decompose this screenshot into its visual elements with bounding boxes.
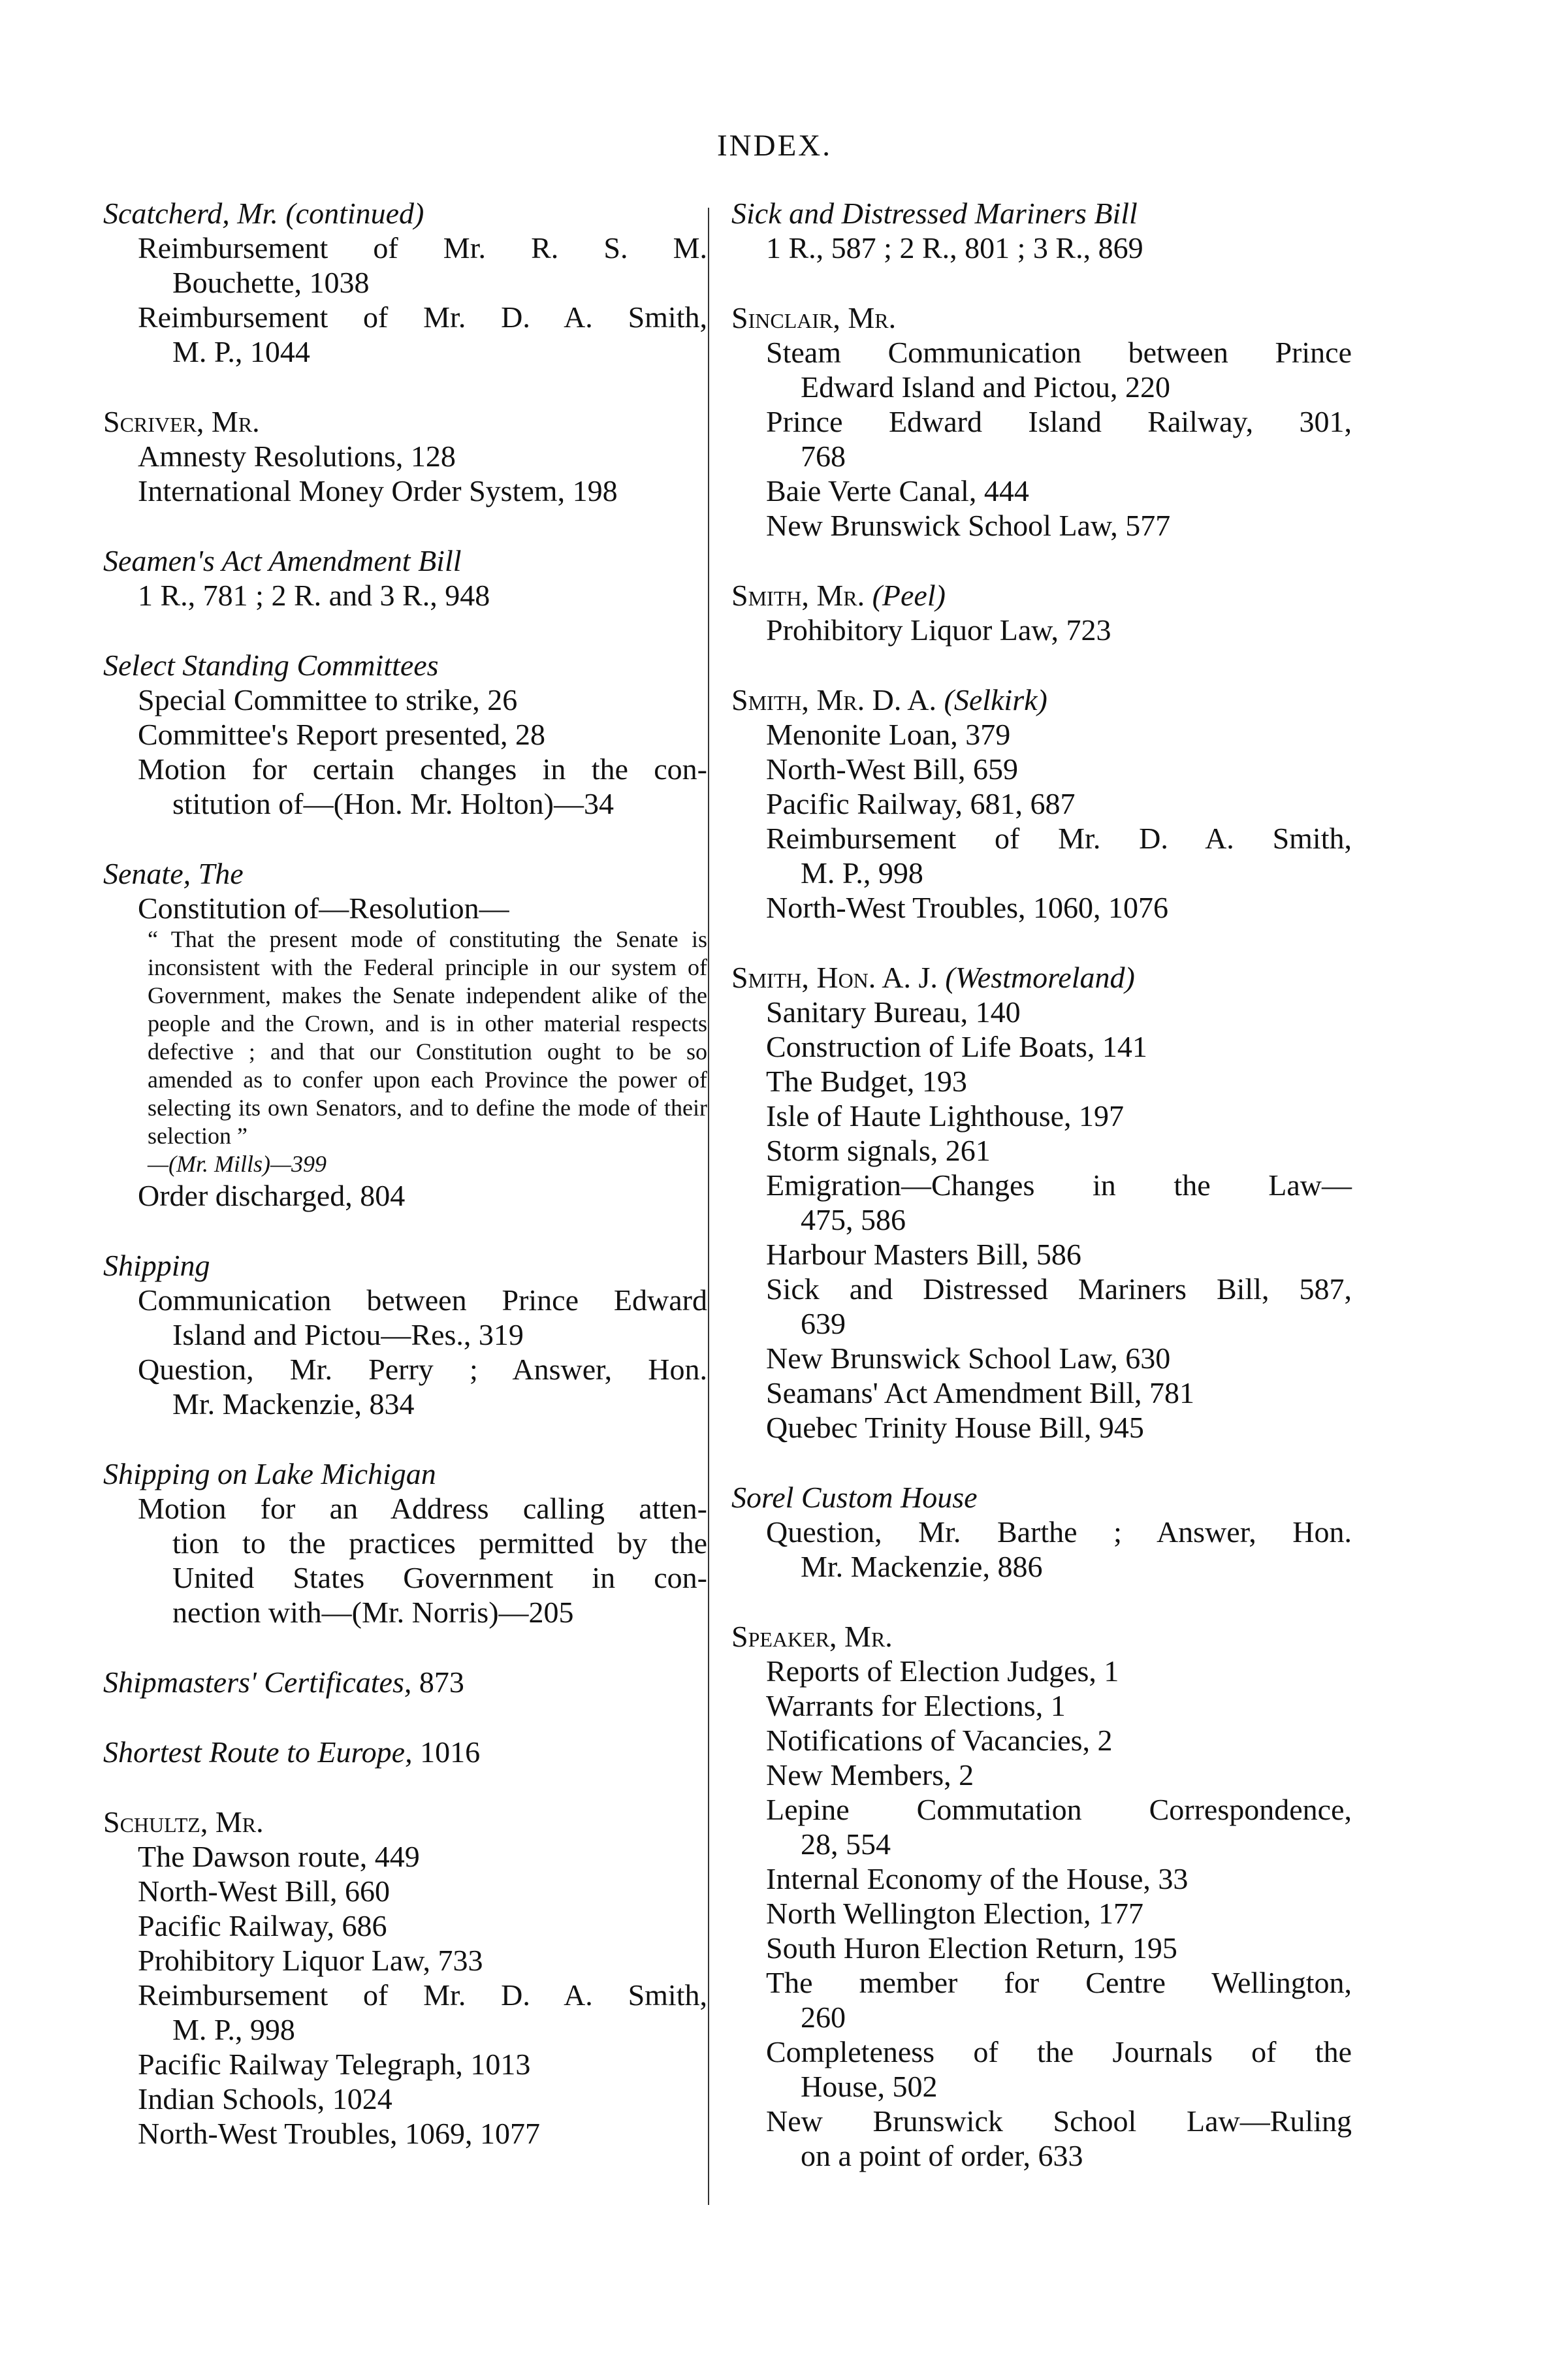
sub-entry: Committee's Report presented, 28 [138, 718, 546, 751]
sub-entry: North-West Bill, 660 [138, 1874, 390, 1908]
sub-entry: Motion for certain changes in the con- stitution of—(Hon. Mr. Holton)—34 [138, 752, 707, 820]
sub-entry: New Members, 2 [766, 1758, 974, 1792]
entry-heading: Scatcherd, Mr. (continued) [103, 197, 424, 230]
sub-entry: New Brunswick School Law, 577 [766, 509, 1171, 542]
entry-heading: Schultz, Mr. [103, 1805, 264, 1839]
sub-entry: Notifications of Vacancies, 2 [766, 1724, 1113, 1757]
sub-entry: Sanitary Bureau, 140 [766, 995, 1021, 1029]
sub-entry: 1 R., 781 ; 2 R. and 3 R., 948 [138, 579, 490, 612]
sub-entry: Question, Mr. Perry ; Answer, Hon. Mr. Mackenzie, 834 [138, 1353, 707, 1421]
sub-entry: Pacific Railway Telegraph, 1013 [138, 2048, 531, 2081]
sub-entry: North-West Bill, 659 [766, 752, 1018, 786]
entry-heading: Senate, The [103, 857, 244, 890]
sub-entry: 1 R., 587 ; 2 R., 801 ; 3 R., 869 [766, 231, 1143, 265]
sub-entry: Special Committee to strike, 26 [138, 683, 518, 716]
sub-entry: The Dawson route, 449 [138, 1840, 420, 1873]
entry-heading: Smith, Mr. D. A. (Selkirk) [731, 683, 1047, 716]
index-entry-scriver [103, 404, 707, 508]
index-entry-select-standing-committees [103, 648, 707, 821]
sub-entry: North-West Troubles, 1060, 1076 [766, 891, 1169, 924]
index-entry-shortest-route [103, 1735, 707, 1769]
entry-heading: Select Standing Committees [103, 649, 439, 682]
index-entry-shipping [103, 1248, 707, 1421]
quote-author: —(Mr. Mills)—399 [148, 1151, 327, 1177]
sub-entry: Isle of Haute Lighthouse, 197 [766, 1099, 1125, 1133]
index-entry-senate [103, 856, 707, 1213]
sub-entry: Pacific Railway, 686 [138, 1909, 387, 1942]
sub-entry: Prohibitory Liquor Law, 733 [138, 1944, 483, 1977]
entry-heading: Shipping [103, 1249, 210, 1282]
sub-entry: Baie Verte Canal, 444 [766, 474, 1029, 507]
sub-entry: Constitution of—Resolution— [138, 892, 509, 925]
sub-entry: Prince Edward Island Railway, 301, 768 [766, 405, 1352, 473]
sub-entry: Internal Economy of the House, 33 [766, 1862, 1189, 1895]
sub-entry: South Huron Election Return, 195 [766, 1931, 1177, 1965]
sub-entry: Sick and Distressed Mariners Bill, 587, 639 [766, 1272, 1352, 1340]
entry-heading: Sinclair, Mr. [731, 301, 897, 334]
sub-entry: Motion for an Address calling atten- tion to the practices permitted by the United States Government in con- nection with—(Mr. Norris)—205 [138, 1492, 707, 1629]
sub-entry: Reimbursement of Mr. R. S. M. Bouchette, 1038 [138, 231, 707, 299]
index-entry-smith-selkirk [731, 683, 1352, 925]
entry-heading: Shipmasters' Certificates, 873 [103, 1665, 464, 1699]
sub-entry: Construction of Life Boats, 141 [766, 1030, 1147, 1063]
sub-entry: Steam Communication between Prince Edward Island and Pictou, 220 [766, 336, 1352, 404]
sub-entry: Menonite Loan, 379 [766, 718, 1011, 751]
sub-entry: Warrants for Elections, 1 [766, 1689, 1066, 1722]
index-entry-speaker [731, 1619, 1352, 2173]
index-entry-shipping-lake-michigan [103, 1456, 707, 1630]
index-entry-scatcherd [103, 196, 707, 369]
sub-entry: Quebec Trinity House Bill, 945 [766, 1411, 1144, 1444]
sub-entry: Seamans' Act Amendment Bill, 781 [766, 1376, 1195, 1409]
sub-entry: Pacific Railway, 681, 687 [766, 787, 1076, 820]
index-entry-seamens-act [103, 543, 707, 613]
entry-heading: Shipping on Lake Michigan [103, 1457, 436, 1490]
entry-heading: Sick and Distressed Mariners Bill [731, 197, 1138, 230]
index-entry-sick-distressed-mariners [731, 196, 1352, 265]
sub-entry: The Budget, 193 [766, 1065, 967, 1098]
sub-entry: Emigration—Changes in the Law— 475, 586 [766, 1168, 1352, 1236]
right-column [731, 196, 1352, 2208]
sub-entry: Reimbursement of Mr. D. A. Smith, M. P., 1044 [138, 300, 707, 368]
sub-entry: Order discharged, 804 [138, 1179, 406, 1212]
index-entry-sorel-custom-house [731, 1480, 1352, 1584]
sub-entry: Indian Schools, 1024 [138, 2082, 392, 2115]
index-entry-schultz [103, 1805, 707, 2151]
entry-heading: Seamen's Act Amendment Bill [103, 544, 462, 577]
entry-heading: Speaker, Mr. [731, 1620, 893, 1653]
index-entry-shipmasters-certificates [103, 1665, 707, 1699]
column-divider [708, 208, 709, 2205]
sub-entry: The member for Centre Wellington, 260 [766, 1966, 1352, 2034]
sub-entry: Lepine Commutation Correspondence, 28, 554 [766, 1793, 1352, 1861]
sub-entry: Question, Mr. Barthe ; Answer, Hon. Mr. Mackenzie, 886 [766, 1515, 1352, 1583]
entry-heading: Shortest Route to Europe, 1016 [103, 1735, 481, 1769]
sub-entry: Reimbursement of Mr. D. A. Smith, M. P., 998 [138, 1978, 707, 2046]
sub-entry: Reports of Election Judges, 1 [766, 1654, 1119, 1688]
sub-entry: Communication between Prince Edward Island and Pictou—Res., 319 [138, 1283, 707, 1351]
sub-entry: New Brunswick School Law, 630 [766, 1342, 1171, 1375]
entry-heading: Sorel Custom House [731, 1481, 978, 1514]
entry-heading: Scriver, Mr. [103, 405, 260, 438]
left-column [103, 196, 707, 2186]
sub-entry: Prohibitory Liquor Law, 723 [766, 613, 1111, 647]
resolution-quote: “ That the present mode of constituting the Senate is inconsistent with the Federal principle in our system of Government, makes the Senate independent alike of the people and the Crown, and is in other material respects defective ; and that our Constitution ought to be so amended as to confer upon each Province the power of selecting its own Senators, and to define the mode of their selection ” —(Mr. Mills)—399 [148, 926, 707, 1177]
sub-entry: International Money Order System, 198 [138, 474, 618, 507]
sub-entry: Amnesty Resolutions, 128 [138, 440, 456, 473]
sub-entry: Reimbursement of Mr. D. A. Smith, M. P., 998 [766, 822, 1352, 890]
entry-heading: Smith, Hon. A. J. (Westmoreland) [731, 961, 1135, 994]
sub-entry: North-West Troubles, 1069, 1077 [138, 2117, 541, 2150]
sub-entry: Harbour Masters Bill, 586 [766, 1238, 1081, 1271]
page-title: INDEX. [717, 129, 832, 163]
sub-entry: Completeness of the Journals of the House, 502 [766, 2035, 1352, 2103]
index-entry-smith-westmoreland [731, 960, 1352, 1445]
sub-entry: Storm signals, 261 [766, 1134, 991, 1167]
entry-heading: Smith, Mr. (Peel) [731, 579, 946, 612]
index-entry-sinclair [731, 300, 1352, 543]
sub-entry: New Brunswick School Law—Ruling on a point of order, 633 [766, 2104, 1352, 2172]
sub-entry: North Wellington Election, 177 [766, 1897, 1144, 1930]
index-entry-smith-peel [731, 578, 1352, 647]
